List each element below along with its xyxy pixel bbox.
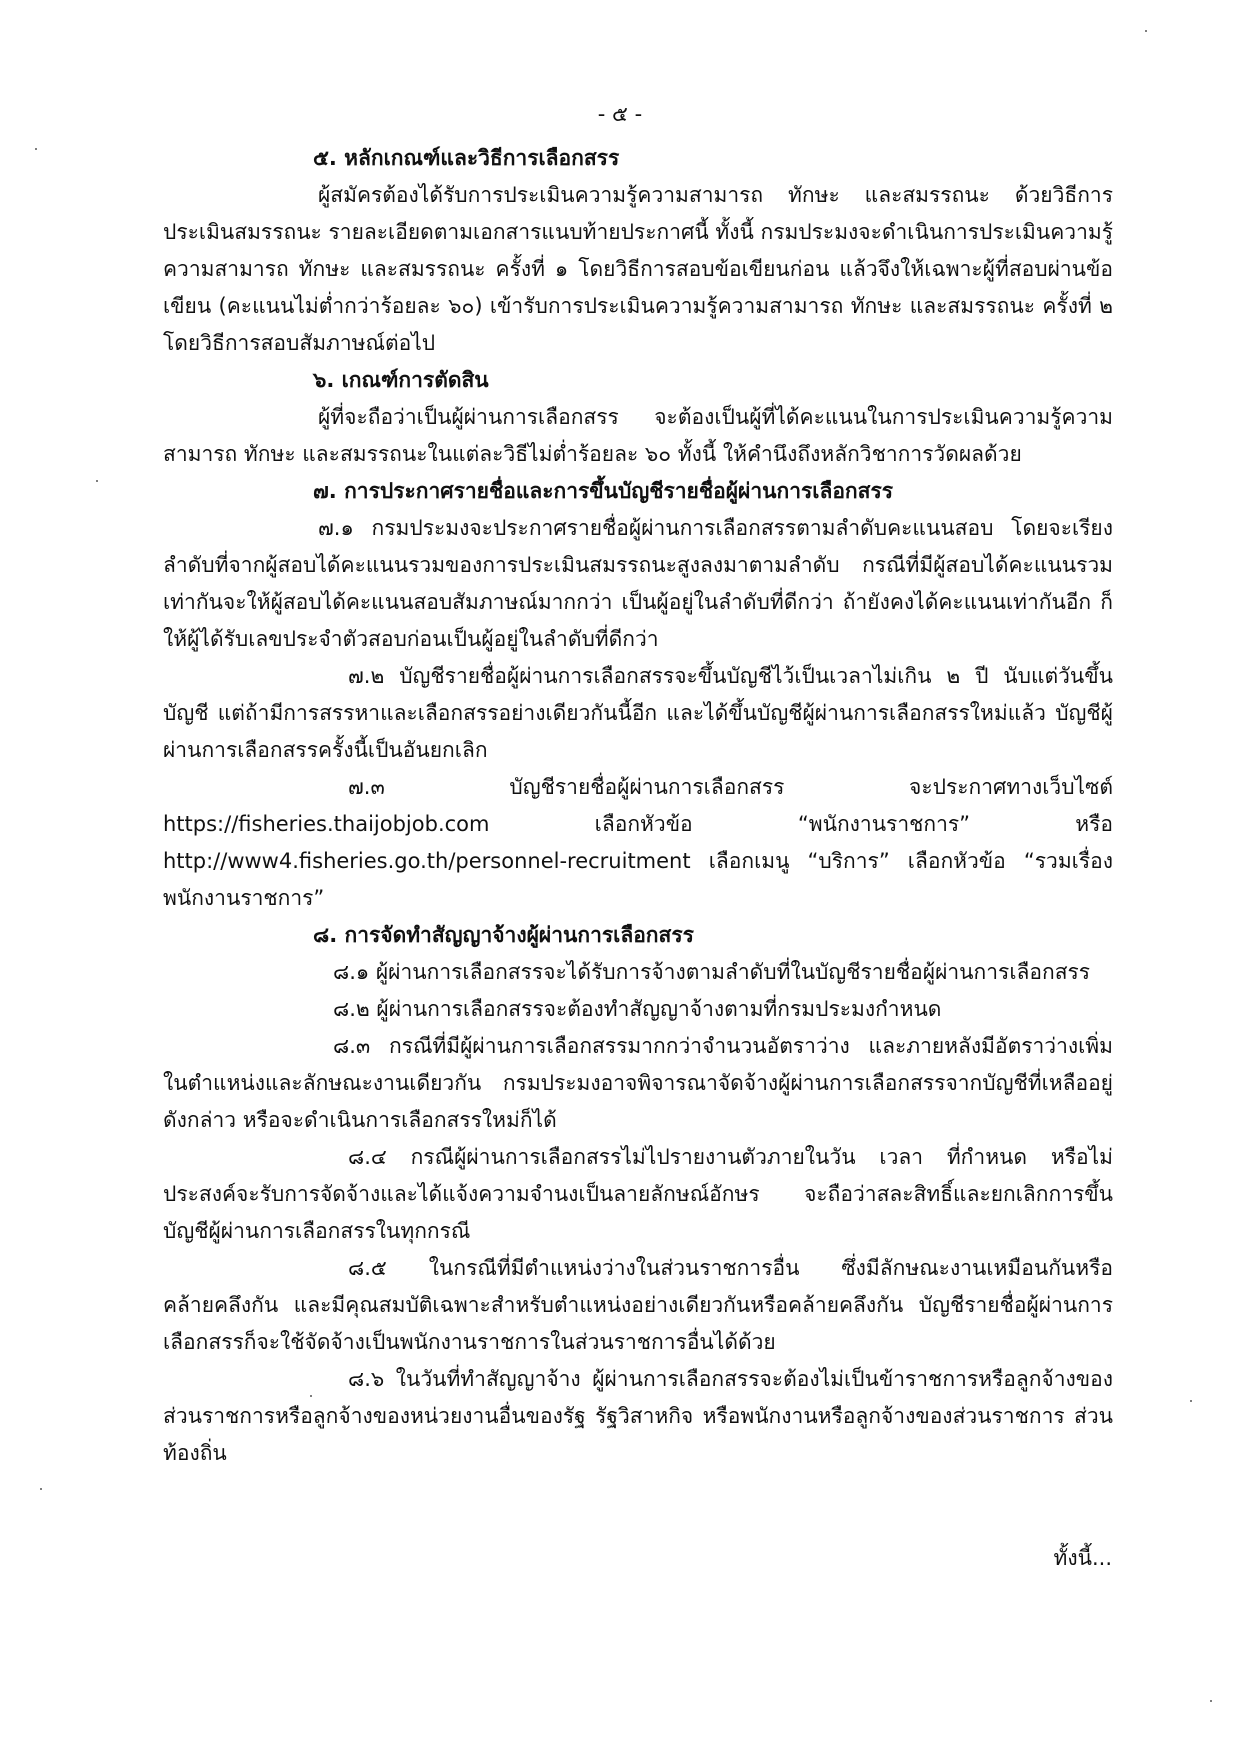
section-heading-6: ๖. เกณฑ์การตัดสิน	[313, 368, 489, 392]
paragraph: ๗.๑ กรมประมงจะประกาศรายชื่อผู้ผ่านการเลือกสรรตามลำดับคะแนนสอบ โดยจะเรียงลำดับที่จากผู้สอบได้คะแนนรวมของการประเมินสมรรถนะสูงลงมาตามลำดับ กรณีที่มีผู้สอบได้คะแนนรวมเท่ากันจะให้ผู้สอบได้คะแนนสอบสัมภาษณ์มากกว่า เป็นผู้อยู่ในลำดับที่ดีกว่า ถ้ายังคงได้คะแนนเท่ากันอีก ก็ให้ผู้ได้รับเลขประจำตัวสอบก่อนเป็นผู้อยู่ในลำดับที่ดีกว่า	[163, 516, 1113, 651]
paragraph: ๗.๓ บัญชีรายชื่อผู้ผ่านการเลือกสรร จะประกาศทางเว็บไซต์ https://fisheries.thaijobjob.com เลือกหัวข้อ “พนักงานราชการ” หรือ http://www4.fisheries.go.th/personnel-recruitment เลือกเมนู “บริการ” เลือกหัวข้อ “รวมเรื่องพนักงานราชการ”	[163, 775, 1113, 910]
paragraph: ๘.๖ ในวันที่ทำสัญญาจ้าง ผู้ผ่านการเลือกสรรจะต้องไม่เป็นข้าราชการหรือลูกจ้างของส่วนราชการหรือลูกจ้างของหน่วยงานอื่นของรัฐ รัฐวิสาหกิจ หรือพนักงานหรือลูกจ้างของส่วนราชการ ส่วนท้องถิ่น	[163, 1367, 1113, 1465]
scan-speck	[96, 480, 98, 482]
section-heading-8: ๘. การจัดทำสัญญาจ้างผู้ผ่านการเลือกสรร	[313, 923, 694, 947]
paragraph: ๘.๓ กรณีที่มีผู้ผ่านการเลือกสรรมากกว่าจำนวนอัตราว่าง และภายหลังมีอัตราว่างเพิ่มในตำแหน่งและลักษณะงานเดียวกัน กรมประมงอาจพิจารณาจัดจ้างผู้ผ่านการเลือกสรรจากบัญชีที่เหลืออยู่ดังกล่าว หรือจะดำเนินการเลือกสรรใหม่ก็ได้	[163, 1034, 1113, 1132]
scan-speck	[310, 1395, 312, 1397]
paragraph: ๘.๒ ผู้ผ่านการเลือกสรรจะต้องทำสัญญาจ้างตามที่กรมประมงกำหนด	[333, 997, 942, 1021]
scan-speck	[40, 1488, 42, 1490]
document-body	[163, 140, 1113, 1472]
paragraph: ๘.๔ กรณีผู้ผ่านการเลือกสรรไม่ไปรายงานตัวภายในวัน เวลา ที่กำหนด หรือไม่ประสงค์จะรับการจัดจ้างและได้แจ้งความจำนงเป็นลายลักษณ์อักษร จะถือว่าสละสิทธิ์และยกเลิกการขึ้นบัญชีผู้ผ่านการเลือกสรรในทุกกรณี	[163, 1145, 1113, 1243]
scan-speck	[35, 148, 37, 150]
paragraph: ผู้ที่จะถือว่าเป็นผู้ผ่านการเลือกสรร จะต้องเป็นผู้ที่ได้คะแนนในการประเมินความรู้ความสามารถ ทักษะ และสมรรถนะในแต่ละวิธีไม่ต่ำร้อยละ ๖๐ ทั้งนี้ ให้คำนึงถึงหลักวิชาการวัดผลด้วย	[163, 405, 1113, 466]
scan-speck	[1145, 30, 1147, 32]
scan-speck	[1210, 1700, 1212, 1702]
section-heading-7: ๗. การประกาศรายชื่อและการขึ้นบัญชีรายชื่อผู้ผ่านการเลือกสรร	[313, 479, 894, 503]
scan-speck	[1190, 1400, 1192, 1402]
paragraph: ๘.๑ ผู้ผ่านการเลือกสรรจะได้รับการจ้างตามลำดับที่ในบัญชีรายชื่อผู้ผ่านการเลือกสรร	[333, 960, 1091, 984]
page-number: - ๕ -	[597, 102, 643, 126]
section-heading-5: ๕. หลักเกณฑ์และวิธีการเลือกสรร	[313, 146, 620, 170]
paragraph: ๗.๒ บัญชีรายชื่อผู้ผ่านการเลือกสรรจะขึ้นบัญชีไว้เป็นเวลาไม่เกิน ๒ ปี นับแต่วันขึ้นบัญชี แต่ถ้ามีการสรรหาและเลือกสรรอย่างเดียวกันนี้อีก และได้ขึ้นบัญชีผู้ผ่านการเลือกสรรใหม่แล้ว บัญชีผู้ผ่านการเลือกสรรครั้งนี้เป็นอันยกเลิก	[163, 664, 1113, 762]
paragraph: ผู้สมัครต้องได้รับการประเมินความรู้ความสามารถ ทักษะ และสมรรถนะ ด้วยวิธีการประเมินสมรรถนะ รายละเอียดตามเอกสารแนบท้ายประกาศนี้ ทั้งนี้ กรมประมงจะดำเนินการประเมินความรู้ความสามารถ ทักษะ และสมรรถนะ ครั้งที่ ๑ โดยวิธีการสอบข้อเขียนก่อน แล้วจึงให้เฉพาะผู้ที่สอบผ่านข้อเขียน (คะแนนไม่ต่ำกว่าร้อยละ ๖๐) เข้ารับการประเมินความรู้ความสามารถ ทักษะ และสมรรถนะ ครั้งที่ ๒ โดยวิธีการสอบสัมภาษณ์ต่อไป	[163, 183, 1114, 355]
paragraph: ๘.๕ ในกรณีที่มีตำแหน่งว่างในส่วนราชการอื่น ซึ่งมีลักษณะงานเหมือนกันหรือคล้ายคลึงกัน และมีคุณสมบัติเฉพาะสำหรับตำแหน่งอย่างเดียวกันหรือคล้ายคลึงกัน บัญชีรายชื่อผู้ผ่านการเลือกสรรก็จะใช้จัดจ้างเป็นพนักงานราชการในส่วนราชการอื่นได้ด้วย	[163, 1256, 1113, 1354]
continuation-text: ทั้งนี้...	[1053, 1546, 1112, 1570]
